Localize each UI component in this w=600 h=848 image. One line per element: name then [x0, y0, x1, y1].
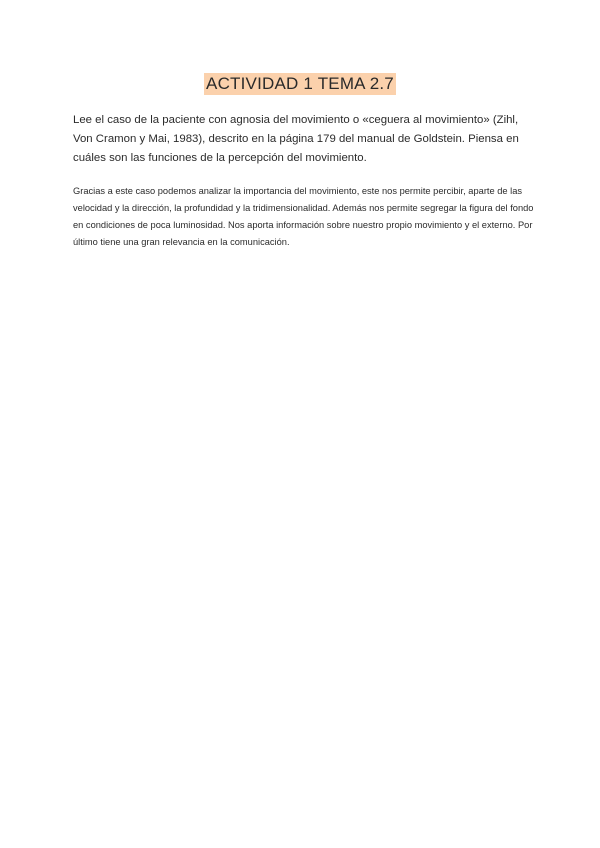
page-title: ACTIVIDAD 1 TEMA 2.7 [206, 74, 394, 93]
title-container [0, 73, 600, 95]
activity-answer: Gracias a este caso podemos analizar la importancia del movimiento, este nos permite percibir, aparte de las velocidad y la dirección, la profundidad y la tridimensionalidad. Además nos permite segregar la figura del fondo en condiciones de poca luminosidad. Nos aporta información sobre nuestro propio movimiento y el externo. Por último tiene una gran relevancia en la comunicación. [73, 186, 534, 247]
activity-prompt: Lee el caso de la paciente con agnosia del movimiento o «ceguera al movimiento» (Zihl, Von Cramon y Mai, 1983), descrito en la página 179 del manual de Goldstein. Piensa en cuáles son las funciones de la percepción del movimiento. [73, 114, 519, 164]
